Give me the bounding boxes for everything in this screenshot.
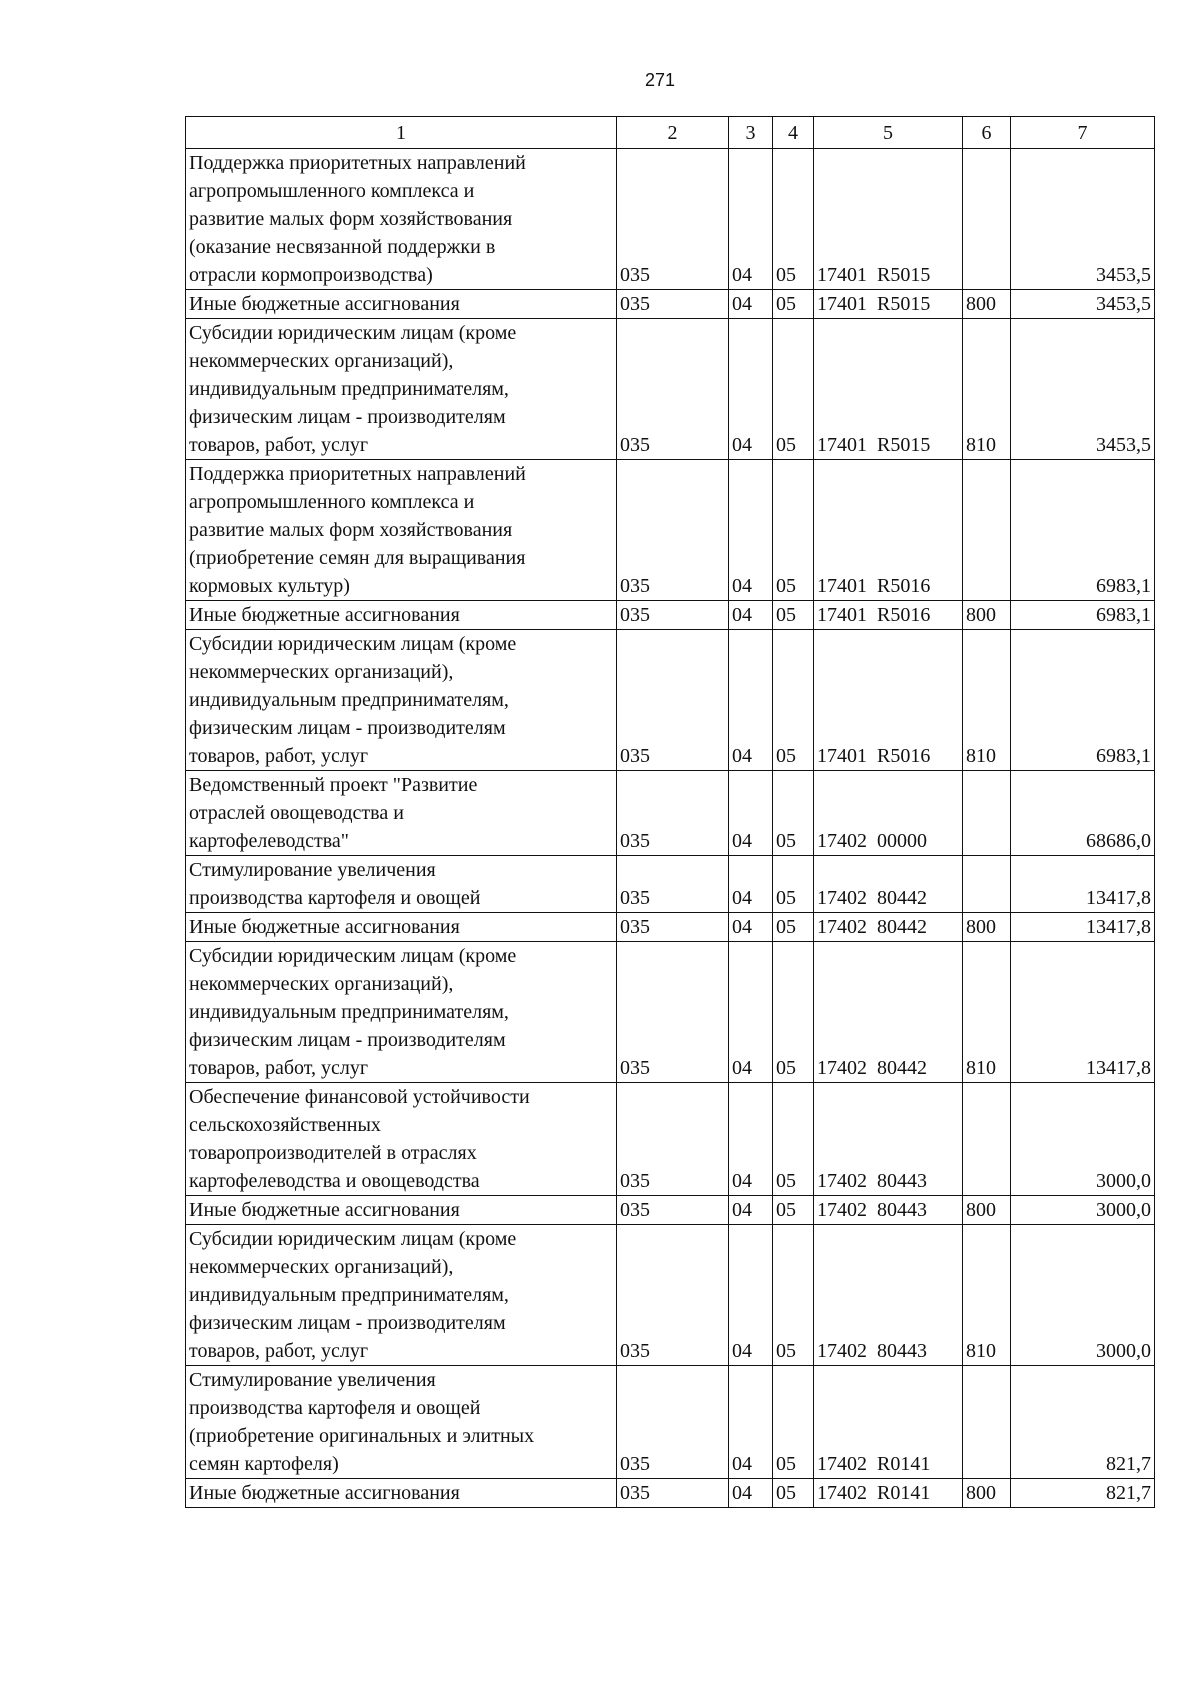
section-code-cell: 04 (729, 601, 773, 630)
row-name-line: индивидуальным предпринимателям, (189, 378, 509, 400)
target-article-cell: 17402 R0141 (814, 1479, 963, 1508)
table-row (186, 771, 1155, 856)
row-name-line: Субсидии юридическим лицам (кроме (189, 322, 517, 344)
target-article-cell: 17402 80442 (814, 856, 963, 913)
amount-cell: 6983,1 (1011, 460, 1155, 601)
row-name-line: физическим лицам - производителям (189, 406, 506, 428)
section-code-cell: 04 (729, 1479, 773, 1508)
column-header-6: 6 (963, 117, 1011, 149)
row-name-line: сельскохозяйственных (189, 1114, 381, 1136)
row-name-cell (186, 1479, 617, 1508)
row-name-line: картофелеводства и овощеводства (189, 1170, 480, 1192)
row-name-line: Стимулирование увеличения (189, 1369, 436, 1391)
subsection-code-cell: 05 (773, 1083, 814, 1196)
row-name-line: индивидуальным предпринимателям, (189, 1001, 509, 1023)
row-name-line: развитие малых форм хозяйствования (189, 208, 513, 230)
row-name-line: некоммерческих организаций), (189, 661, 454, 683)
expense-type-cell (963, 149, 1011, 290)
section-code-cell: 04 (729, 1083, 773, 1196)
column-header-2: 2 (617, 117, 729, 149)
expense-type-cell (963, 460, 1011, 601)
table-row (186, 630, 1155, 771)
table-row (186, 460, 1155, 601)
row-name-cell (186, 460, 617, 601)
section-code-cell: 04 (729, 460, 773, 601)
subsection-code-cell: 05 (773, 149, 814, 290)
target-article-cell: 17401 R5016 (814, 601, 963, 630)
subsection-code-cell: 05 (773, 601, 814, 630)
subsection-code-cell: 05 (773, 630, 814, 771)
admin-code-cell: 035 (617, 630, 729, 771)
column-header-5: 5 (814, 117, 963, 149)
admin-code-cell: 035 (617, 942, 729, 1083)
amount-cell: 13417,8 (1011, 856, 1155, 913)
page-number: 271 (644, 70, 676, 90)
expense-type-cell: 810 (963, 319, 1011, 460)
subsection-code-cell: 05 (773, 942, 814, 1083)
table-row (186, 601, 1155, 630)
table-row (186, 1196, 1155, 1225)
row-name-cell (186, 1083, 617, 1196)
row-name-cell (186, 771, 617, 856)
section-code-cell: 04 (729, 319, 773, 460)
section-code-cell: 04 (729, 771, 773, 856)
amount-cell: 821,7 (1011, 1479, 1155, 1508)
row-name-line: производства картофеля и овощей (189, 887, 481, 909)
target-article-cell: 17402 00000 (814, 771, 963, 856)
section-code-cell: 04 (729, 290, 773, 319)
row-name-line: производства картофеля и овощей (189, 1397, 481, 1419)
row-name-line: физическим лицам - производителям (189, 1312, 506, 1334)
target-article-cell: 17402 80442 (814, 913, 963, 942)
row-name-line: некоммерческих организаций), (189, 350, 454, 372)
section-code-cell: 04 (729, 1366, 773, 1479)
row-name-line: некоммерческих организаций), (189, 1256, 454, 1278)
target-article-cell: 17401 R5015 (814, 319, 963, 460)
subsection-code-cell: 05 (773, 856, 814, 913)
target-article-cell: 17401 R5016 (814, 630, 963, 771)
row-name-line: Обеспечение финансовой устойчивости (189, 1086, 530, 1108)
row-name-cell (186, 319, 617, 460)
target-article-cell: 17402 80443 (814, 1225, 963, 1366)
section-code-cell: 04 (729, 913, 773, 942)
row-name-line: товаропроизводителей в отраслях (189, 1142, 477, 1164)
row-name-cell (186, 1196, 617, 1225)
expense-type-cell: 810 (963, 942, 1011, 1083)
row-name-line: агропромышленного комплекса и (189, 180, 475, 202)
section-code-cell: 04 (729, 1225, 773, 1366)
target-article-cell: 17402 80443 (814, 1196, 963, 1225)
expense-type-cell (963, 856, 1011, 913)
row-name-line: Поддержка приоритетных направлений (189, 152, 526, 174)
column-header-7: 7 (1011, 117, 1155, 149)
subsection-code-cell: 05 (773, 1196, 814, 1225)
admin-code-cell: 035 (617, 856, 729, 913)
amount-cell: 13417,8 (1011, 942, 1155, 1083)
row-name-line: картофелеводства" (189, 830, 349, 852)
admin-code-cell: 035 (617, 601, 729, 630)
row-name-cell (186, 913, 617, 942)
row-name-line: Иные бюджетные ассигнования (189, 293, 460, 315)
table-row (186, 942, 1155, 1083)
row-name-cell (186, 290, 617, 319)
row-name-line: Иные бюджетные ассигнования (189, 1482, 460, 1504)
admin-code-cell: 035 (617, 913, 729, 942)
row-name-cell (186, 149, 617, 290)
target-article-cell: 17401 R5015 (814, 149, 963, 290)
amount-cell: 821,7 (1011, 1366, 1155, 1479)
row-name-line: (приобретение оригинальных и элитных (189, 1425, 535, 1447)
target-article-cell: 17402 80443 (814, 1083, 963, 1196)
row-name-line: товаров, работ, услуг (189, 1340, 369, 1362)
table-row (186, 149, 1155, 290)
table-row (186, 319, 1155, 460)
expense-type-cell: 800 (963, 1196, 1011, 1225)
table-row (186, 856, 1155, 913)
column-header-3: 3 (729, 117, 773, 149)
expense-type-cell: 810 (963, 630, 1011, 771)
admin-code-cell: 035 (617, 1225, 729, 1366)
row-name-line: Поддержка приоритетных направлений (189, 463, 526, 485)
subsection-code-cell: 05 (773, 1479, 814, 1508)
admin-code-cell: 035 (617, 1196, 729, 1225)
amount-cell: 6983,1 (1011, 601, 1155, 630)
expense-type-cell (963, 1083, 1011, 1196)
table-row (186, 1083, 1155, 1196)
row-name-cell (186, 856, 617, 913)
row-name-line: (приобретение семян для выращивания (189, 547, 526, 569)
table-row (186, 1225, 1155, 1366)
section-code-cell: 04 (729, 1196, 773, 1225)
header-row (186, 117, 1155, 149)
admin-code-cell: 035 (617, 290, 729, 319)
admin-code-cell: 035 (617, 771, 729, 856)
row-name-line: Субсидии юридическим лицам (кроме (189, 633, 517, 655)
row-name-line: индивидуальным предпринимателям, (189, 689, 509, 711)
amount-cell: 68686,0 (1011, 771, 1155, 856)
amount-cell: 3000,0 (1011, 1196, 1155, 1225)
amount-cell: 3000,0 (1011, 1083, 1155, 1196)
admin-code-cell: 035 (617, 1366, 729, 1479)
row-name-line: Субсидии юридическим лицам (кроме (189, 945, 517, 967)
table-row (186, 1479, 1155, 1508)
admin-code-cell: 035 (617, 460, 729, 601)
row-name-line: агропромышленного комплекса и (189, 491, 475, 513)
row-name-line: физическим лицам - производителям (189, 1029, 506, 1051)
row-name-line: отраслей овощеводства и (189, 802, 404, 824)
amount-cell: 3453,5 (1011, 290, 1155, 319)
table-row (186, 290, 1155, 319)
admin-code-cell: 035 (617, 1083, 729, 1196)
row-name-line: кормовых культур) (189, 575, 350, 597)
admin-code-cell: 035 (617, 319, 729, 460)
row-name-line: Иные бюджетные ассигнования (189, 916, 460, 938)
subsection-code-cell: 05 (773, 319, 814, 460)
column-header-1: 1 (186, 117, 617, 149)
row-name-line: индивидуальным предпринимателям, (189, 1284, 509, 1306)
expense-type-cell (963, 771, 1011, 856)
row-name-line: развитие малых форм хозяйствования (189, 519, 513, 541)
subsection-code-cell: 05 (773, 771, 814, 856)
admin-code-cell: 035 (617, 149, 729, 290)
row-name-line: товаров, работ, услуг (189, 745, 369, 767)
row-name-line: товаров, работ, услуг (189, 434, 369, 456)
row-name-line: отрасли кормопроизводства) (189, 264, 433, 286)
expense-type-cell: 810 (963, 1225, 1011, 1366)
section-code-cell: 04 (729, 942, 773, 1083)
row-name-cell (186, 1366, 617, 1479)
row-name-line: (оказание несвязанной поддержки в (189, 236, 496, 258)
subsection-code-cell: 05 (773, 913, 814, 942)
row-name-line: физическим лицам - производителям (189, 717, 506, 739)
section-code-cell: 04 (729, 630, 773, 771)
budget-table (185, 116, 1155, 1508)
subsection-code-cell: 05 (773, 460, 814, 601)
target-article-cell: 17402 R0141 (814, 1366, 963, 1479)
row-name-cell (186, 601, 617, 630)
row-name-line: товаров, работ, услуг (189, 1057, 369, 1079)
expense-type-cell (963, 1366, 1011, 1479)
table-row (186, 1366, 1155, 1479)
amount-cell: 3000,0 (1011, 1225, 1155, 1366)
table-row (186, 913, 1155, 942)
section-code-cell: 04 (729, 149, 773, 290)
expense-type-cell: 800 (963, 601, 1011, 630)
row-name-line: некоммерческих организаций), (189, 973, 454, 995)
target-article-cell: 17402 80442 (814, 942, 963, 1083)
row-name-line: Субсидии юридическим лицам (кроме (189, 1228, 517, 1250)
row-name-cell (186, 942, 617, 1083)
row-name-cell (186, 1225, 617, 1366)
amount-cell: 3453,5 (1011, 319, 1155, 460)
row-name-line: Ведомственный проект "Развитие (189, 774, 478, 796)
row-name-cell (186, 630, 617, 771)
target-article-cell: 17401 R5015 (814, 290, 963, 319)
amount-cell: 13417,8 (1011, 913, 1155, 942)
column-header-4: 4 (773, 117, 814, 149)
row-name-line: Иные бюджетные ассигнования (189, 1199, 460, 1221)
row-name-line: семян картофеля) (189, 1453, 339, 1475)
table-body (186, 149, 1155, 1508)
subsection-code-cell: 05 (773, 290, 814, 319)
row-name-line: Иные бюджетные ассигнования (189, 604, 460, 626)
section-code-cell: 04 (729, 856, 773, 913)
amount-cell: 6983,1 (1011, 630, 1155, 771)
subsection-code-cell: 05 (773, 1225, 814, 1366)
amount-cell: 3453,5 (1011, 149, 1155, 290)
expense-type-cell: 800 (963, 913, 1011, 942)
subsection-code-cell: 05 (773, 1366, 814, 1479)
row-name-line: Стимулирование увеличения (189, 859, 436, 881)
expense-type-cell: 800 (963, 290, 1011, 319)
target-article-cell: 17401 R5016 (814, 460, 963, 601)
admin-code-cell: 035 (617, 1479, 729, 1508)
expense-type-cell: 800 (963, 1479, 1011, 1508)
